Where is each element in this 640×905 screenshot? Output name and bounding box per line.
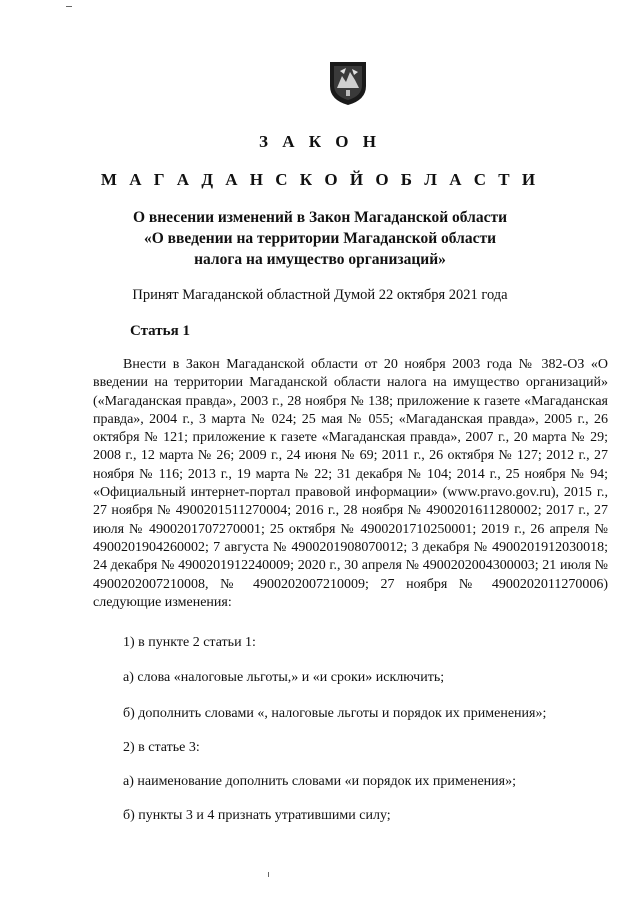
list-item: 2) в статье 3:	[123, 740, 200, 755]
article-text: Внести в Закон Магаданской области от 20 ноября 2003 года № 382-ОЗ «О введении на территории Магаданской области налога на имущество организаций» («Магаданская правда», 2003 г., 28 ноября № 138; приложение к газете «Магаданская правда», 2004 г., 3 марта № 024; 25 мая № 055; «Магаданская правда», 2005 г., 26 октября № 121; приложение к газете «Магаданская правда», 2007 г., 20 марта № 29; 2008 г., 12 марта № 26; 2009 г., 24 июня № 69; 2011 г., 26 октября № 127; 2012 г., 27 ноября № 116; 2013 г., 19 марта № 22; 31 декабря № 104; 2014 г., 25 ноября № 94; «Официальный интернет-портал правовой информации» (www.pravo.gov.ru), 2015 г., 27 ноября № 4900201511270004; 2016 г., 28 ноября № 4900201611280002; 2017 г., 27 июля № 4900201707270001; 25 октября № 4900201710250001; 2019 г., 26 апреля № 4900201904260002; 7 августа № 4900201908070012; 3 декабря № 4900201912030018; 24 декабря № 4900201912240009; 2020 г., 30 апреля № 4900202004300003; 21 июля № 4900202007210008, № 4900202007210009; 27 ноября № 4900202011270006) следующие изменения:	[93, 357, 608, 610]
list-item: б) пункты 3 и 4 признать утратившими силу;	[123, 808, 391, 823]
subject-line: «О введении на территории Магаданской области	[143, 230, 497, 247]
region-title: М А Г А Д А Н С К О Й О Б Л А С Т И	[100, 170, 540, 189]
coat-of-arms-icon	[328, 58, 368, 106]
list-item: а) наименование дополнить словами «и порядок их применения»;	[123, 774, 516, 789]
list-item: 1) в пункте 2 статьи 1:	[123, 635, 256, 650]
list-item: а) слова «налоговые льготы,» и «и сроки» исключить;	[123, 670, 445, 685]
list-item: б) дополнить словами «, налоговые льготы и порядок их применения»;	[123, 706, 547, 721]
scan-speck	[66, 6, 72, 7]
article-heading: Статья 1	[130, 323, 190, 339]
law-subject	[0, 207, 640, 270]
subject-line: О внесении изменений в Закон Магаданской области	[132, 209, 508, 226]
law-title: З А К О Н	[258, 132, 382, 151]
scan-speck	[268, 872, 269, 877]
subject-line: налога на имущество организаций»	[194, 251, 446, 268]
adoption-line: Принят Магаданской областной Думой 22 октября 2021 года	[132, 287, 508, 303]
